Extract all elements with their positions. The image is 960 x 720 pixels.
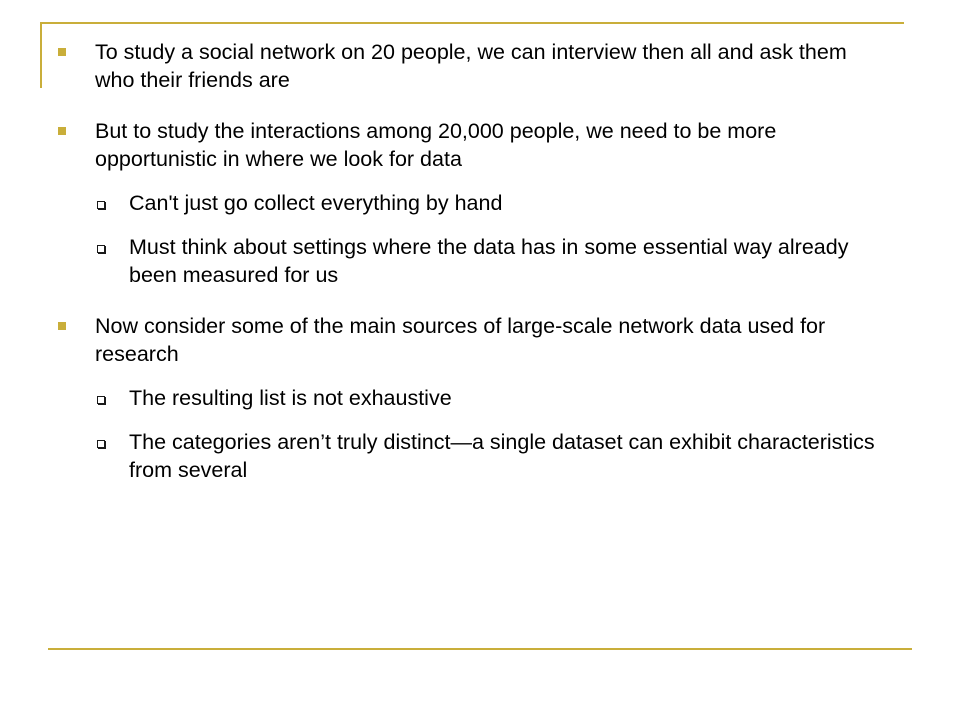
sub-bullet-text: The categories aren’t truly distinct—a single dataset can exhibit characteristics from several: [129, 430, 875, 482]
sub-bullet-item: [58, 189, 888, 217]
hollow-square-bullet-icon: [97, 201, 105, 209]
sub-bullet-text: The resulting list is not exhaustive: [129, 386, 452, 410]
slide-content: [58, 38, 888, 484]
square-bullet-icon: [58, 322, 66, 330]
slide-top-rule: [40, 22, 904, 24]
square-bullet-icon: [58, 127, 66, 135]
sub-bullet-item: [58, 384, 888, 412]
hollow-square-bullet-icon: [97, 440, 105, 448]
slide-bottom-rule: [48, 648, 912, 650]
sub-bullet-text: Can't just go collect everything by hand: [129, 191, 503, 215]
sub-bullet-item: [58, 233, 888, 289]
bullet-text: Now consider some of the main sources of large-scale network data used for research: [95, 314, 826, 366]
slide-left-rule: [40, 22, 42, 88]
hollow-square-bullet-icon: [97, 245, 105, 253]
bullet-text: To study a social network on 20 people, we can interview then all and ask them who their friends are: [95, 40, 847, 92]
bullet-text: But to study the interactions among 20,000 people, we need to be more opportunistic in where we look for data: [95, 119, 777, 171]
hollow-square-bullet-icon: [97, 396, 105, 404]
sub-bullet-item: [58, 428, 888, 484]
bullet-item: [58, 38, 888, 94]
square-bullet-icon: [58, 48, 66, 56]
bullet-item: [58, 312, 888, 368]
bullet-item: [58, 117, 888, 173]
sub-bullet-text: Must think about settings where the data has in some essential way already been measured for us: [129, 235, 849, 287]
